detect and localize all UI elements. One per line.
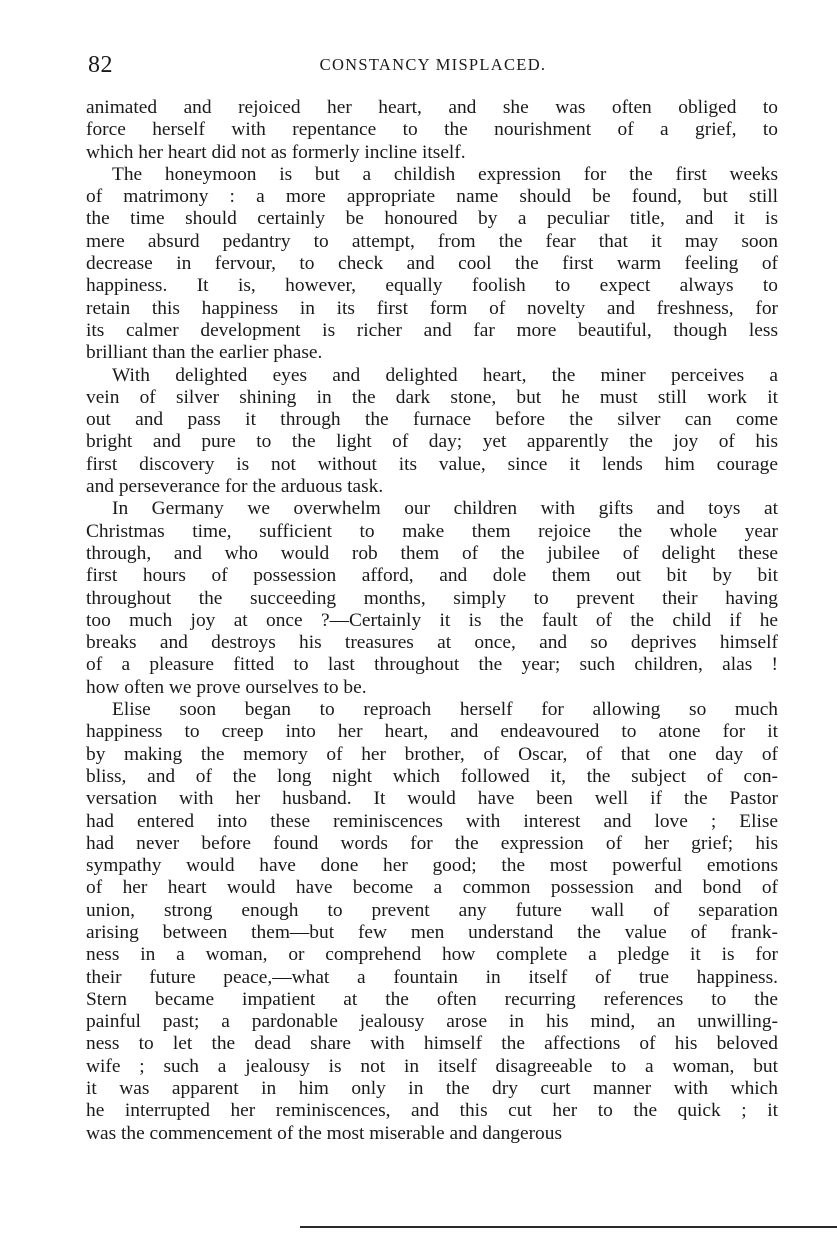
paragraph	[86, 498, 778, 699]
text-line: and perseverance for the arduous task.	[86, 476, 384, 498]
text-line: how often we prove ourselves to be.	[86, 676, 367, 698]
text-line: it was apparent in him only in the dry curt manner with which	[86, 1078, 778, 1100]
text-line: bliss, and of the long night which followed it, the subject of con-	[86, 765, 778, 787]
running-head	[88, 50, 778, 80]
text-line: of a pleasure fitted to last throughout the year; such children, alas !	[86, 654, 778, 676]
body-text	[86, 97, 778, 1145]
text-line: had never before found words for the expression of her grief; his	[86, 832, 778, 854]
text-line: mere absurd pedantry to attempt, from the fear that it may soon	[86, 230, 778, 252]
text-line: the time should certainly be honoured by a peculiar title, and it is	[86, 208, 778, 230]
paragraph	[86, 97, 778, 164]
text-line: Elise soon began to reproach herself for allowing so much	[112, 699, 778, 721]
text-line: of her heart would have become a common possession and bond of	[86, 877, 778, 899]
text-line: of matrimony : a more appropriate name should be found, but still	[86, 186, 778, 208]
running-title: CONSTANCY MISPLACED.	[319, 55, 547, 74]
text-line: The honeymoon is but a childish expression for the first weeks	[112, 163, 778, 185]
text-line: breaks and destroys his treasures at once, and so deprives himself	[86, 632, 778, 654]
text-line: by making the memory of her brother, of Oscar, of that one day of	[86, 743, 778, 765]
text-line: wife ; such a jealousy is not in itself disagreeable to a woman, but	[86, 1055, 778, 1077]
text-line: force herself with repentance to the nourishment of a grief, to	[86, 119, 778, 141]
text-line: its calmer development is richer and far more beautiful, though less	[86, 319, 778, 341]
text-line: first discovery is not without its value, since it lends him courage	[86, 453, 778, 475]
text-line: retain this happiness in its first form of novelty and freshness, for	[86, 297, 778, 319]
text-line: ness in a woman, or comprehend how complete a pledge it is for	[86, 944, 778, 966]
text-line: In Germany we overwhelm our children with gifts and toys at	[112, 498, 778, 520]
text-line: first hours of possession afford, and dole them out bit by bit	[86, 565, 778, 587]
text-line: animated and rejoiced her heart, and she was often obliged to	[86, 97, 778, 118]
page-number: 82	[88, 52, 113, 78]
text-line: too much joy at once ?—Certainly it is the fault of the child if he	[86, 609, 778, 631]
paragraph	[86, 365, 778, 499]
text-line: versation with her husband. It would have been well if the Pastor	[86, 788, 778, 810]
text-line: happiness to creep into her heart, and endeavoured to atone for it	[86, 721, 778, 743]
text-line: Stern became impatient at the often recurring references to the	[86, 988, 778, 1010]
text-line: he interrupted her reminiscences, and this cut her to the quick ; it	[86, 1100, 778, 1122]
text-line: Christmas time, sufficient to make them rejoice the whole year	[86, 520, 778, 542]
text-line: their future peace,—what a fountain in itself of true happiness.	[86, 966, 778, 988]
text-line: brilliant than the earlier phase.	[86, 342, 323, 364]
text-line: out and pass it through the furnace before the silver can come	[86, 409, 778, 431]
paragraph	[86, 699, 778, 1145]
text-line: painful past; a pardonable jealousy arose in his mind, an unwilling-	[86, 1011, 778, 1033]
text-line: decrease in fervour, to check and cool the first warm feeling of	[86, 253, 778, 275]
text-line: arising between them—but few men understand the value of frank-	[86, 921, 778, 943]
text-line: throughout the succeeding months, simply to prevent their having	[86, 587, 778, 609]
text-line: With delighted eyes and delighted heart, the miner perceives a	[112, 364, 778, 386]
text-line: sympathy would have done her good; the most powerful emotions	[86, 855, 778, 877]
bottom-rule	[300, 1226, 837, 1228]
text-line: had entered into these reminiscences with interest and love ; Elise	[86, 810, 778, 832]
text-line: was the commencement of the most miserable and dangerous	[86, 1122, 562, 1144]
text-line: which her heart did not as formerly incline itself.	[86, 141, 466, 163]
text-line: through, and who would rob them of the jubilee of delight these	[86, 542, 778, 564]
text-line: vein of silver shining in the dark stone, but he must still work it	[86, 386, 778, 408]
paragraph	[86, 164, 778, 365]
text-line: happiness. It is, however, equally foolish to expect always to	[86, 275, 778, 297]
text-line: bright and pure to the light of day; yet apparently the joy of his	[86, 431, 778, 453]
text-line: ness to let the dead share with himself the affections of his beloved	[86, 1033, 778, 1055]
text-line: union, strong enough to prevent any future wall of separation	[86, 899, 778, 921]
